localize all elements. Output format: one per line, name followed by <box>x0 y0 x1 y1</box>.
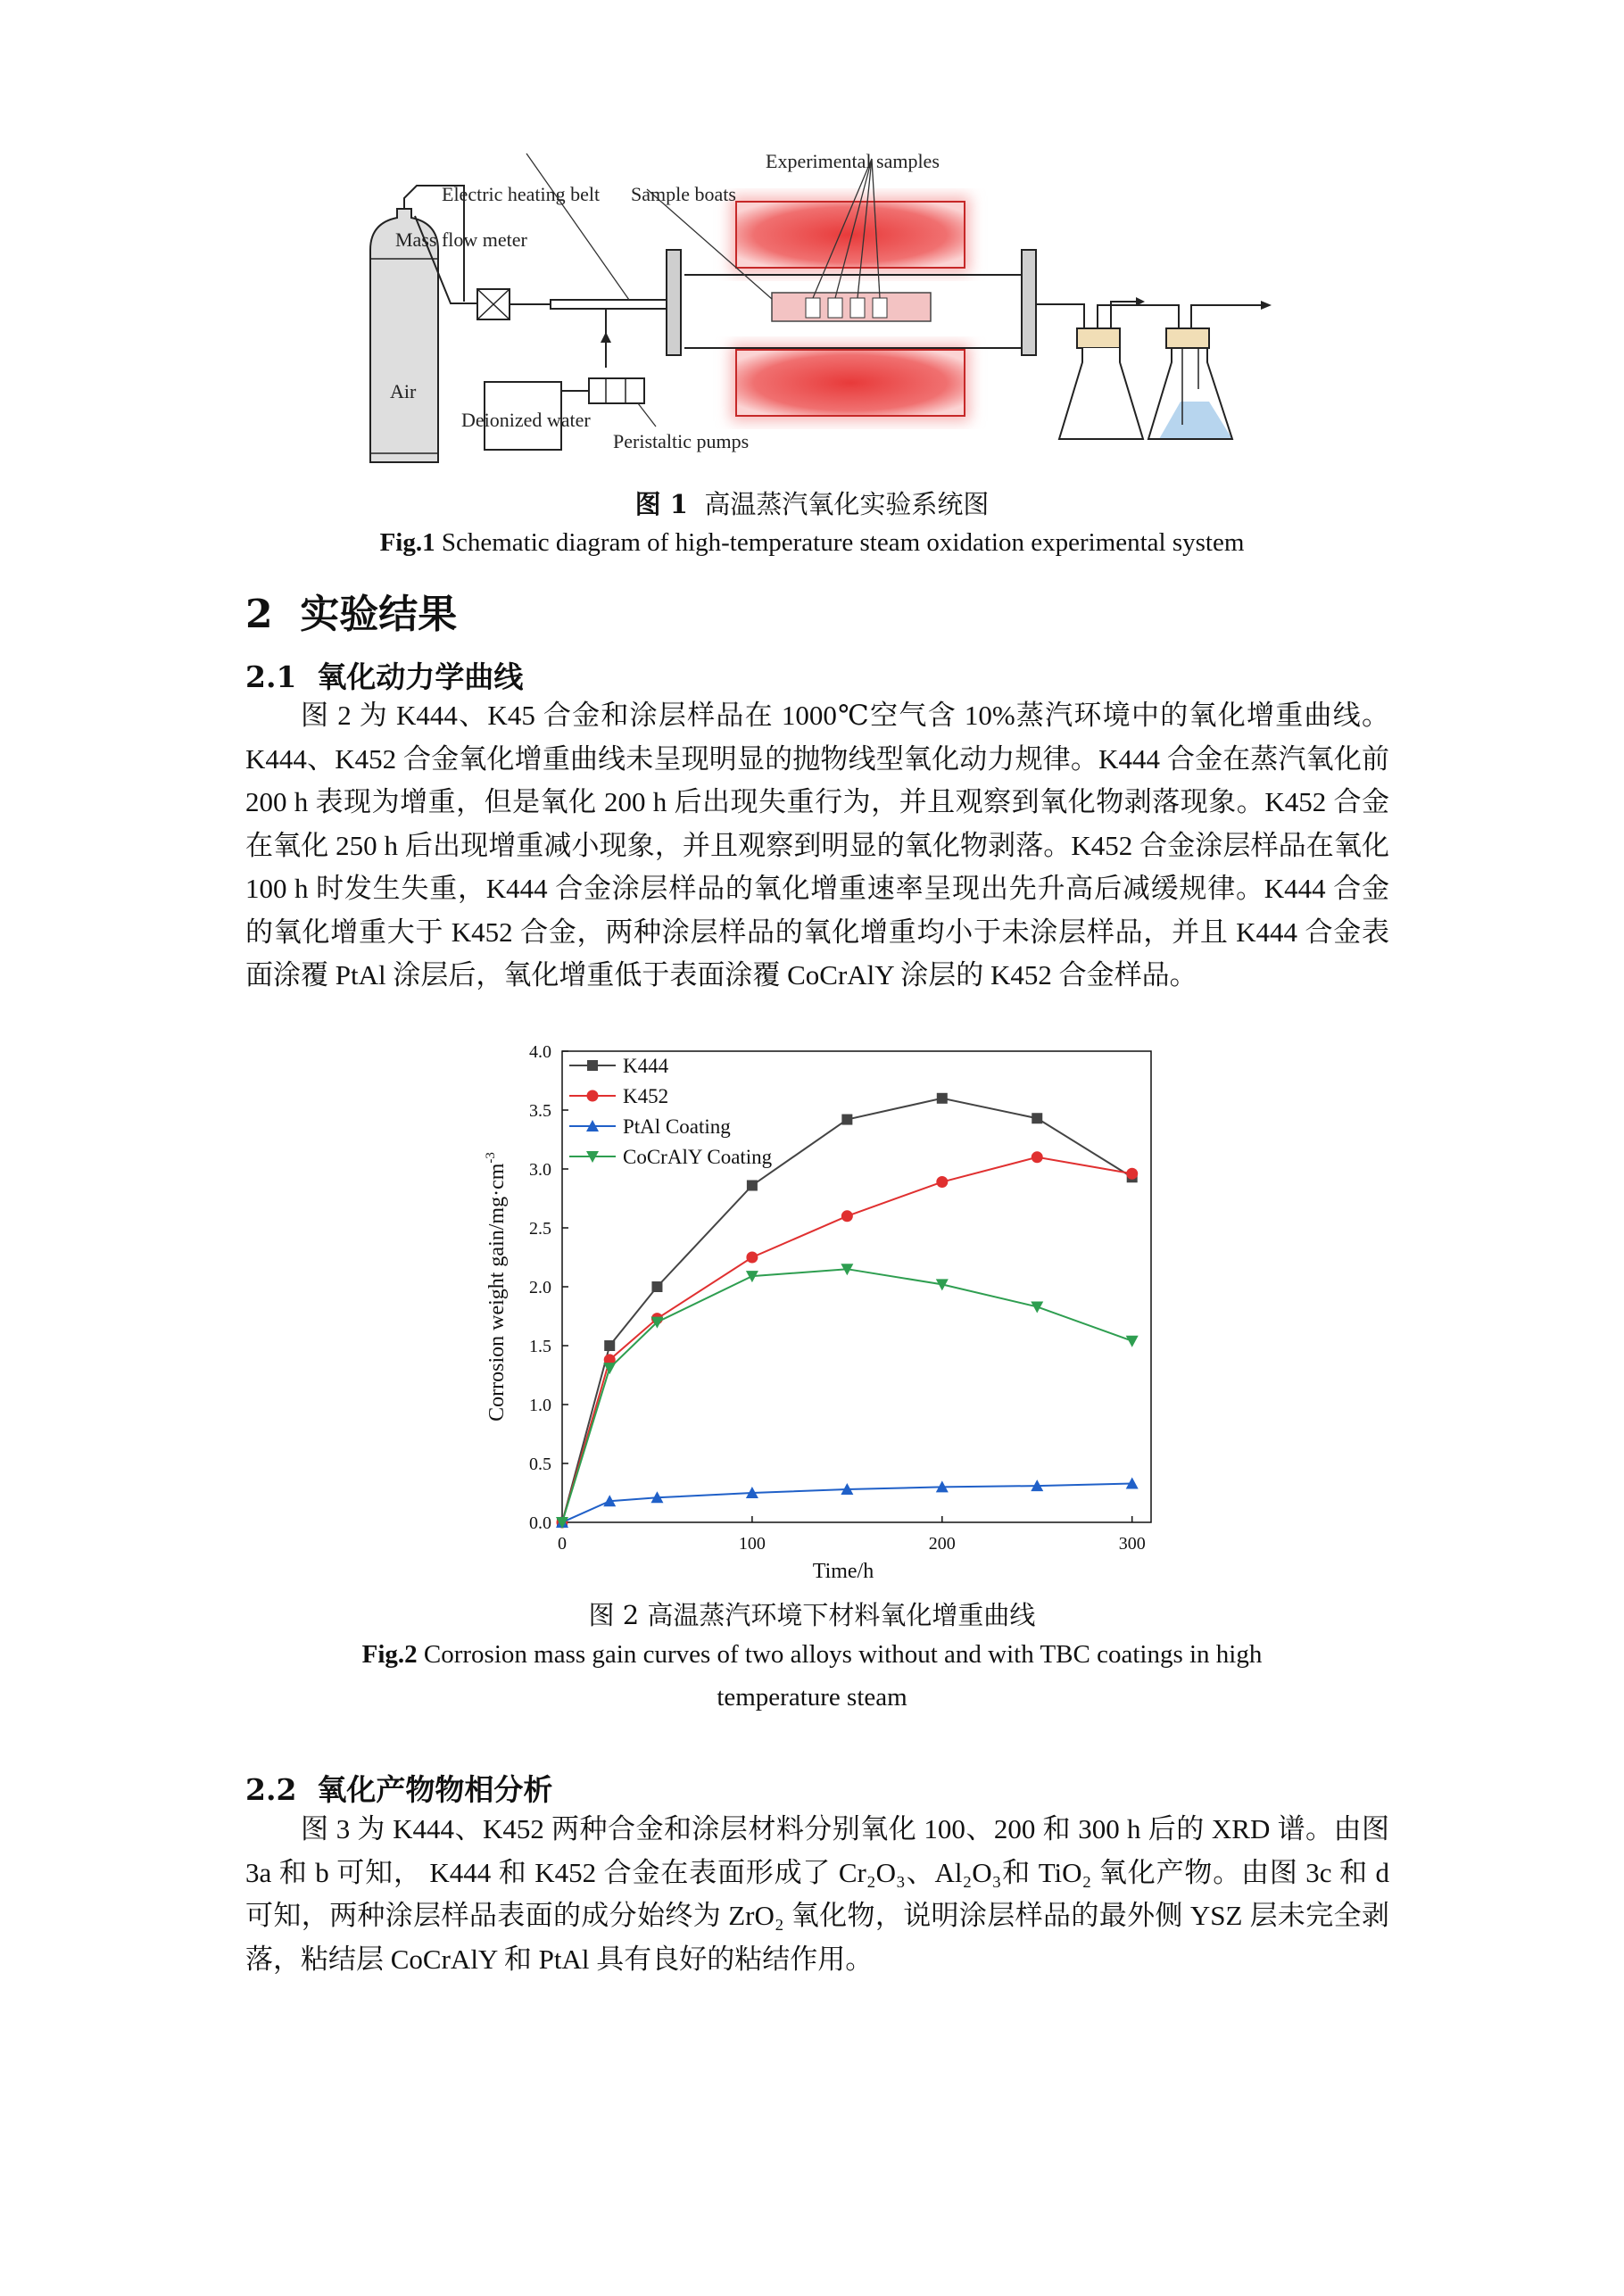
y-tick-label: 1.5 <box>529 1337 551 1356</box>
y-tick-label: 1.0 <box>529 1396 551 1415</box>
label-mass-flow-meter: Mass flow meter <box>395 228 527 251</box>
figure-2-caption-en-line1: Corrosion mass gain curves of two alloys without and with TBC coatings in high <box>423 1640 1263 1669</box>
section-2-2-paragraph: 图 3 为 K444、K452 两种合金和涂层材料分别氧化 100、200 和 300 h 后的 XRD 谱。由图 3a 和 b 可知， K444 和 K452 合金在表面形成了 Cr₂O₃、Al₂O₃和 TiO₂ 氧化产物。由图 3c 和 d 可知，两种涂层样品表面的成分始终为 ZrO₂ 氧化物，说明涂层样品的最外侧 YSZ 层未完全剥落，粘结层 CoCrAlY 和 PtAl 具有良好的粘结作用。 <box>245 1813 1389 1975</box>
data-point <box>1126 1168 1138 1180</box>
label-deionized-water: Deionized water <box>461 409 591 431</box>
y-tick-label: 2.0 <box>529 1278 551 1297</box>
y-tick-label: 3.0 <box>529 1160 551 1180</box>
x-tick-label: 0 <box>558 1534 567 1554</box>
figure-2-caption-en-num: Fig.2 <box>361 1640 418 1669</box>
y-axis-label-sup: -3 <box>484 1152 498 1164</box>
section-2-1-body <box>245 694 1389 998</box>
data-point <box>841 1115 852 1125</box>
y-axis-label <box>484 1152 509 1422</box>
legend-label: K452 <box>623 1085 669 1107</box>
section-2-2-body <box>245 1808 1389 1981</box>
section-2-1-number: 2.1 <box>245 659 297 694</box>
data-point <box>841 1210 853 1222</box>
figure-2-caption-zh-text: 图 2 高温蒸汽环境下材料氧化增重曲线 <box>588 1600 1036 1630</box>
data-point <box>1032 1151 1043 1163</box>
section-2-heading <box>245 582 457 639</box>
section-2-1-title: 氧化动力学曲线 <box>317 659 524 694</box>
y-tick-label: 3.5 <box>529 1101 551 1121</box>
legend <box>569 1055 773 1168</box>
label-experimental-samples: Experimental samples <box>766 150 940 172</box>
section-2-1-heading <box>245 654 523 696</box>
legend-item <box>569 1085 668 1107</box>
figure-2-caption-zh <box>0 1596 1624 1632</box>
legend-marker <box>587 1090 599 1102</box>
section-2-2-heading <box>245 1767 552 1809</box>
tube-left-flange <box>667 250 681 355</box>
y-axis-label-text: Corrosion weight gain/mg·cm <box>485 1163 509 1422</box>
x-tick-label: 100 <box>738 1534 766 1554</box>
data-point <box>1032 1113 1042 1123</box>
data-point <box>937 1093 948 1104</box>
flask-2-stopper <box>1166 328 1209 348</box>
label-peristaltic-pumps: Peristaltic pumps <box>613 430 750 452</box>
figure-2-chart <box>473 1035 1178 1588</box>
legend-item <box>569 1146 773 1168</box>
data-point <box>747 1180 758 1190</box>
x-tick-label: 200 <box>928 1534 956 1554</box>
section-2-2-number: 2.2 <box>245 1772 297 1807</box>
legend-marker <box>587 1060 598 1071</box>
figure-1-schematic <box>352 143 1289 482</box>
x-axis-label: Time/h <box>812 1560 874 1583</box>
peristaltic-pump <box>589 378 644 403</box>
data-point <box>651 1281 662 1292</box>
legend-label: PtAl Coating <box>623 1115 731 1138</box>
tube-right-flange <box>1022 250 1036 355</box>
electric-heating-belt <box>551 300 667 309</box>
figure-1-caption-en <box>0 528 1624 558</box>
data-point <box>1031 1301 1043 1313</box>
figure-2-caption-en-line2: temperature steam <box>717 1683 907 1712</box>
y-tick-label: 4.0 <box>529 1042 551 1062</box>
figure-2-caption-en <box>0 1640 1624 1670</box>
label-sample-boats: Sample boats <box>631 183 736 205</box>
y-tick-label: 0.0 <box>529 1513 551 1533</box>
section-2-1-paragraph: 图 2 为 K444、K45 合金和涂层样品在 1000℃空气含 10%蒸汽环境中的氧化增重曲线。K444、K452 合金氧化增重曲线未呈现明显的抛物线型氧化动力规律。K444 合金在蒸汽氧化前 200 h 表现为增重，但是氧化 200 h 后出现失重行为，并且观察到氧化物剥落现象。K452 合金在氧化 250 h 后出现增重减小现象，并且观察到明显的氧化物剥落。K452 合金涂层样品在氧化 100 h 时发生失重，K444 合金涂层样品的氧化增重速率呈现出先升高后减缓规律。K444 合金的氧化增重大于 K452 合金，两种涂层样品的氧化增重均小于未涂层样品，并且 K444 合金表面涂覆 PtAl 涂层后，氧化增重低于表面涂覆 CoCrAlY 涂层的 K452 合金样品。 <box>245 700 1389 991</box>
section-2-number: 2 <box>245 592 273 637</box>
series-ptal-coating <box>556 1477 1139 1528</box>
figure-2-caption-en-cont <box>0 1683 1624 1712</box>
figure-1-caption-zh-num: 图 1 <box>634 489 688 519</box>
figure-1-caption-en-text: Schematic diagram of high-temperature steam oxidation experimental system <box>441 528 1245 557</box>
legend-label: CoCrAlY Coating <box>623 1146 773 1168</box>
figure-1-caption-zh <box>0 485 1624 521</box>
label-electric-heating-belt: Electric heating belt <box>442 183 601 205</box>
flask-1 <box>1059 348 1143 439</box>
flask-1-stopper <box>1077 328 1120 348</box>
x-tick-label: 300 <box>1118 1534 1146 1554</box>
data-point <box>936 1176 948 1188</box>
data-point <box>746 1252 758 1264</box>
series-k452 <box>557 1151 1139 1528</box>
figure-1-caption-zh-text: 高温蒸汽氧化实验系统图 <box>704 489 990 519</box>
legend-item <box>569 1115 731 1138</box>
label-air: Air <box>390 380 417 402</box>
section-2-title: 实验结果 <box>300 592 458 637</box>
legend-label: K444 <box>623 1055 669 1077</box>
data-point <box>604 1340 615 1351</box>
figure-1-caption-en-num: Fig.1 <box>379 528 435 557</box>
data-point <box>1126 1336 1139 1347</box>
legend-item <box>569 1055 669 1077</box>
section-2-2-title: 氧化产物物相分析 <box>317 1772 553 1807</box>
y-tick-label: 0.5 <box>529 1455 551 1474</box>
y-tick-label: 2.5 <box>529 1219 551 1239</box>
